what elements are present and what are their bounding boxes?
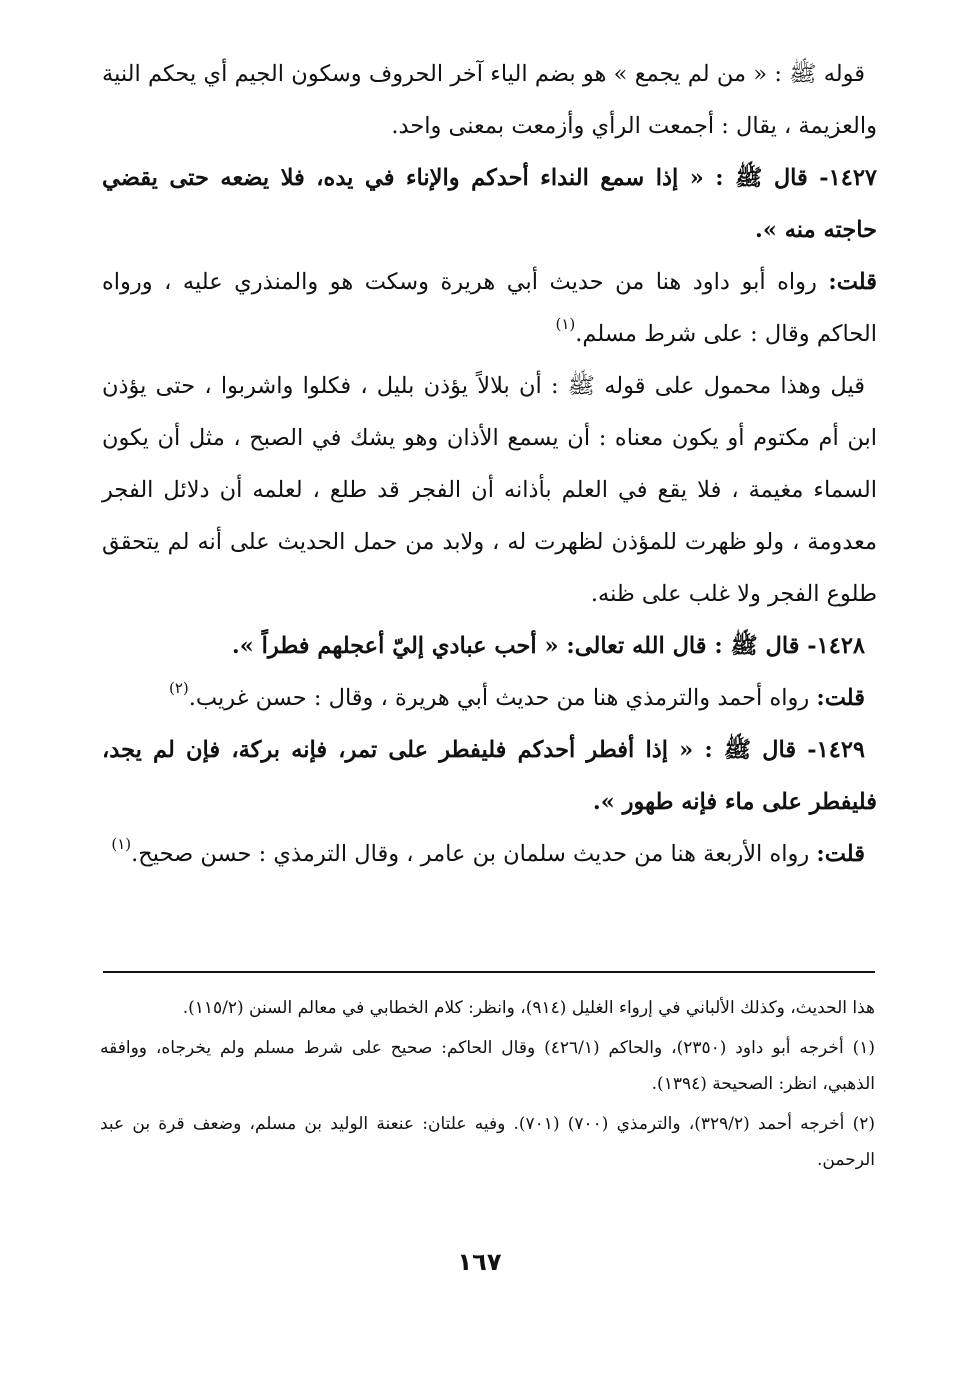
main-text <box>102 48 877 880</box>
note-paragraph-1 <box>102 256 877 360</box>
qultu-label: قلت: <box>816 685 865 711</box>
hadith-1427: ١٤٢٧- قال ﷺ : « إذا سمع النداء أحدكم والإناء في يده، فلا يضعه حتى يقضي حاجته منه ». <box>102 165 877 243</box>
footnote-divider <box>103 971 875 973</box>
page-number: ١٦٧ <box>457 1248 502 1276</box>
footnote-ref: (٢) <box>168 679 189 697</box>
note-text: رواه أبو داود هنا من حديث أبي هريرة وسكت هو والمنذري عليه ، ورواه الحاكم وقال : على شرط مسلم. <box>102 269 877 347</box>
note-paragraph-3 <box>102 828 877 880</box>
hadith-1428: ١٤٢٨- قال ﷺ : قال الله تعالى: « أحب عبادي إليّ أعجلهم فطراً ». <box>231 633 865 659</box>
hadith-1429: ١٤٢٩- قال ﷺ : « إذا أفطر أحدكم فليفطر على تمر، فإنه بركة، فإن لم يجد، فليفطر على ماء فإنه طهور ». <box>102 737 877 815</box>
explanation-paragraph: قيل وهذا محمول على قوله ﷺ : أن بلالاً يؤذن بليل ، فكلوا واشربوا ، حتى يؤذن ابن أم مكتوم أو يكون معناه : أن يسمع الأذان وهو يشك في الصبح ، مثل أن يكون السماء مغيمة ، فلا يقع في العلم بأذانه أن الفجر قد طلع ، لعلمه أن دلائل الفجر معدومة ، ولو ظهرت للمؤذن لظهرت له ، ولابد من حمل الحديث على أنه لم يتحقق طلوع الفجر ولا غلب على ظنه. <box>102 373 877 607</box>
qultu-label: قلت: <box>816 841 865 867</box>
footnote-continuation: هذا الحديث، وكذلك الألباني في إرواء الغليل (٩١٤)، وانظر: كلام الخطابي في معالم السنن (١١٥/٢). <box>182 998 875 1018</box>
note-paragraph-2 <box>102 672 877 724</box>
commentary-paragraph: قوله ﷺ : « من لم يجمع » هو بضم الياء آخر الحروف وسكون الجيم أي يحكم النية والعزيمة ، يقال : أجمعت الرأي وأزمعت بمعنى واحد. <box>102 61 877 139</box>
footnote-1: (١) أخرجه أبو داود (٢٣٥٠)، والحاكم (٤٢٦/١) وقال الحاكم: صحيح على شرط مسلم ولم يخرجاه، ووافقه الذهبي، انظر: الصحيحة (١٣٩٤). <box>100 1038 875 1094</box>
note-text: رواه الأربعة هنا من حديث سلمان بن عامر ، وقال الترمذي : حسن صحيح. <box>131 841 810 867</box>
qultu-label: قلت: <box>828 269 877 295</box>
footnotes <box>100 990 875 1182</box>
footnote-ref: (١) <box>111 835 132 853</box>
footnote-2: (٢) أخرجه أحمد (٣٢٩/٢)، والترمذي (٧٠٠) (٧٠١). وفيه علتان: عنعنة الوليد بن مسلم، وضعف قرة بن عبد الرحمن. <box>100 1114 875 1170</box>
footnote-ref: (١) <box>555 315 576 333</box>
note-text: رواه أحمد والترمذي هنا من حديث أبي هريرة ، وقال : حسن غريب. <box>188 685 810 711</box>
